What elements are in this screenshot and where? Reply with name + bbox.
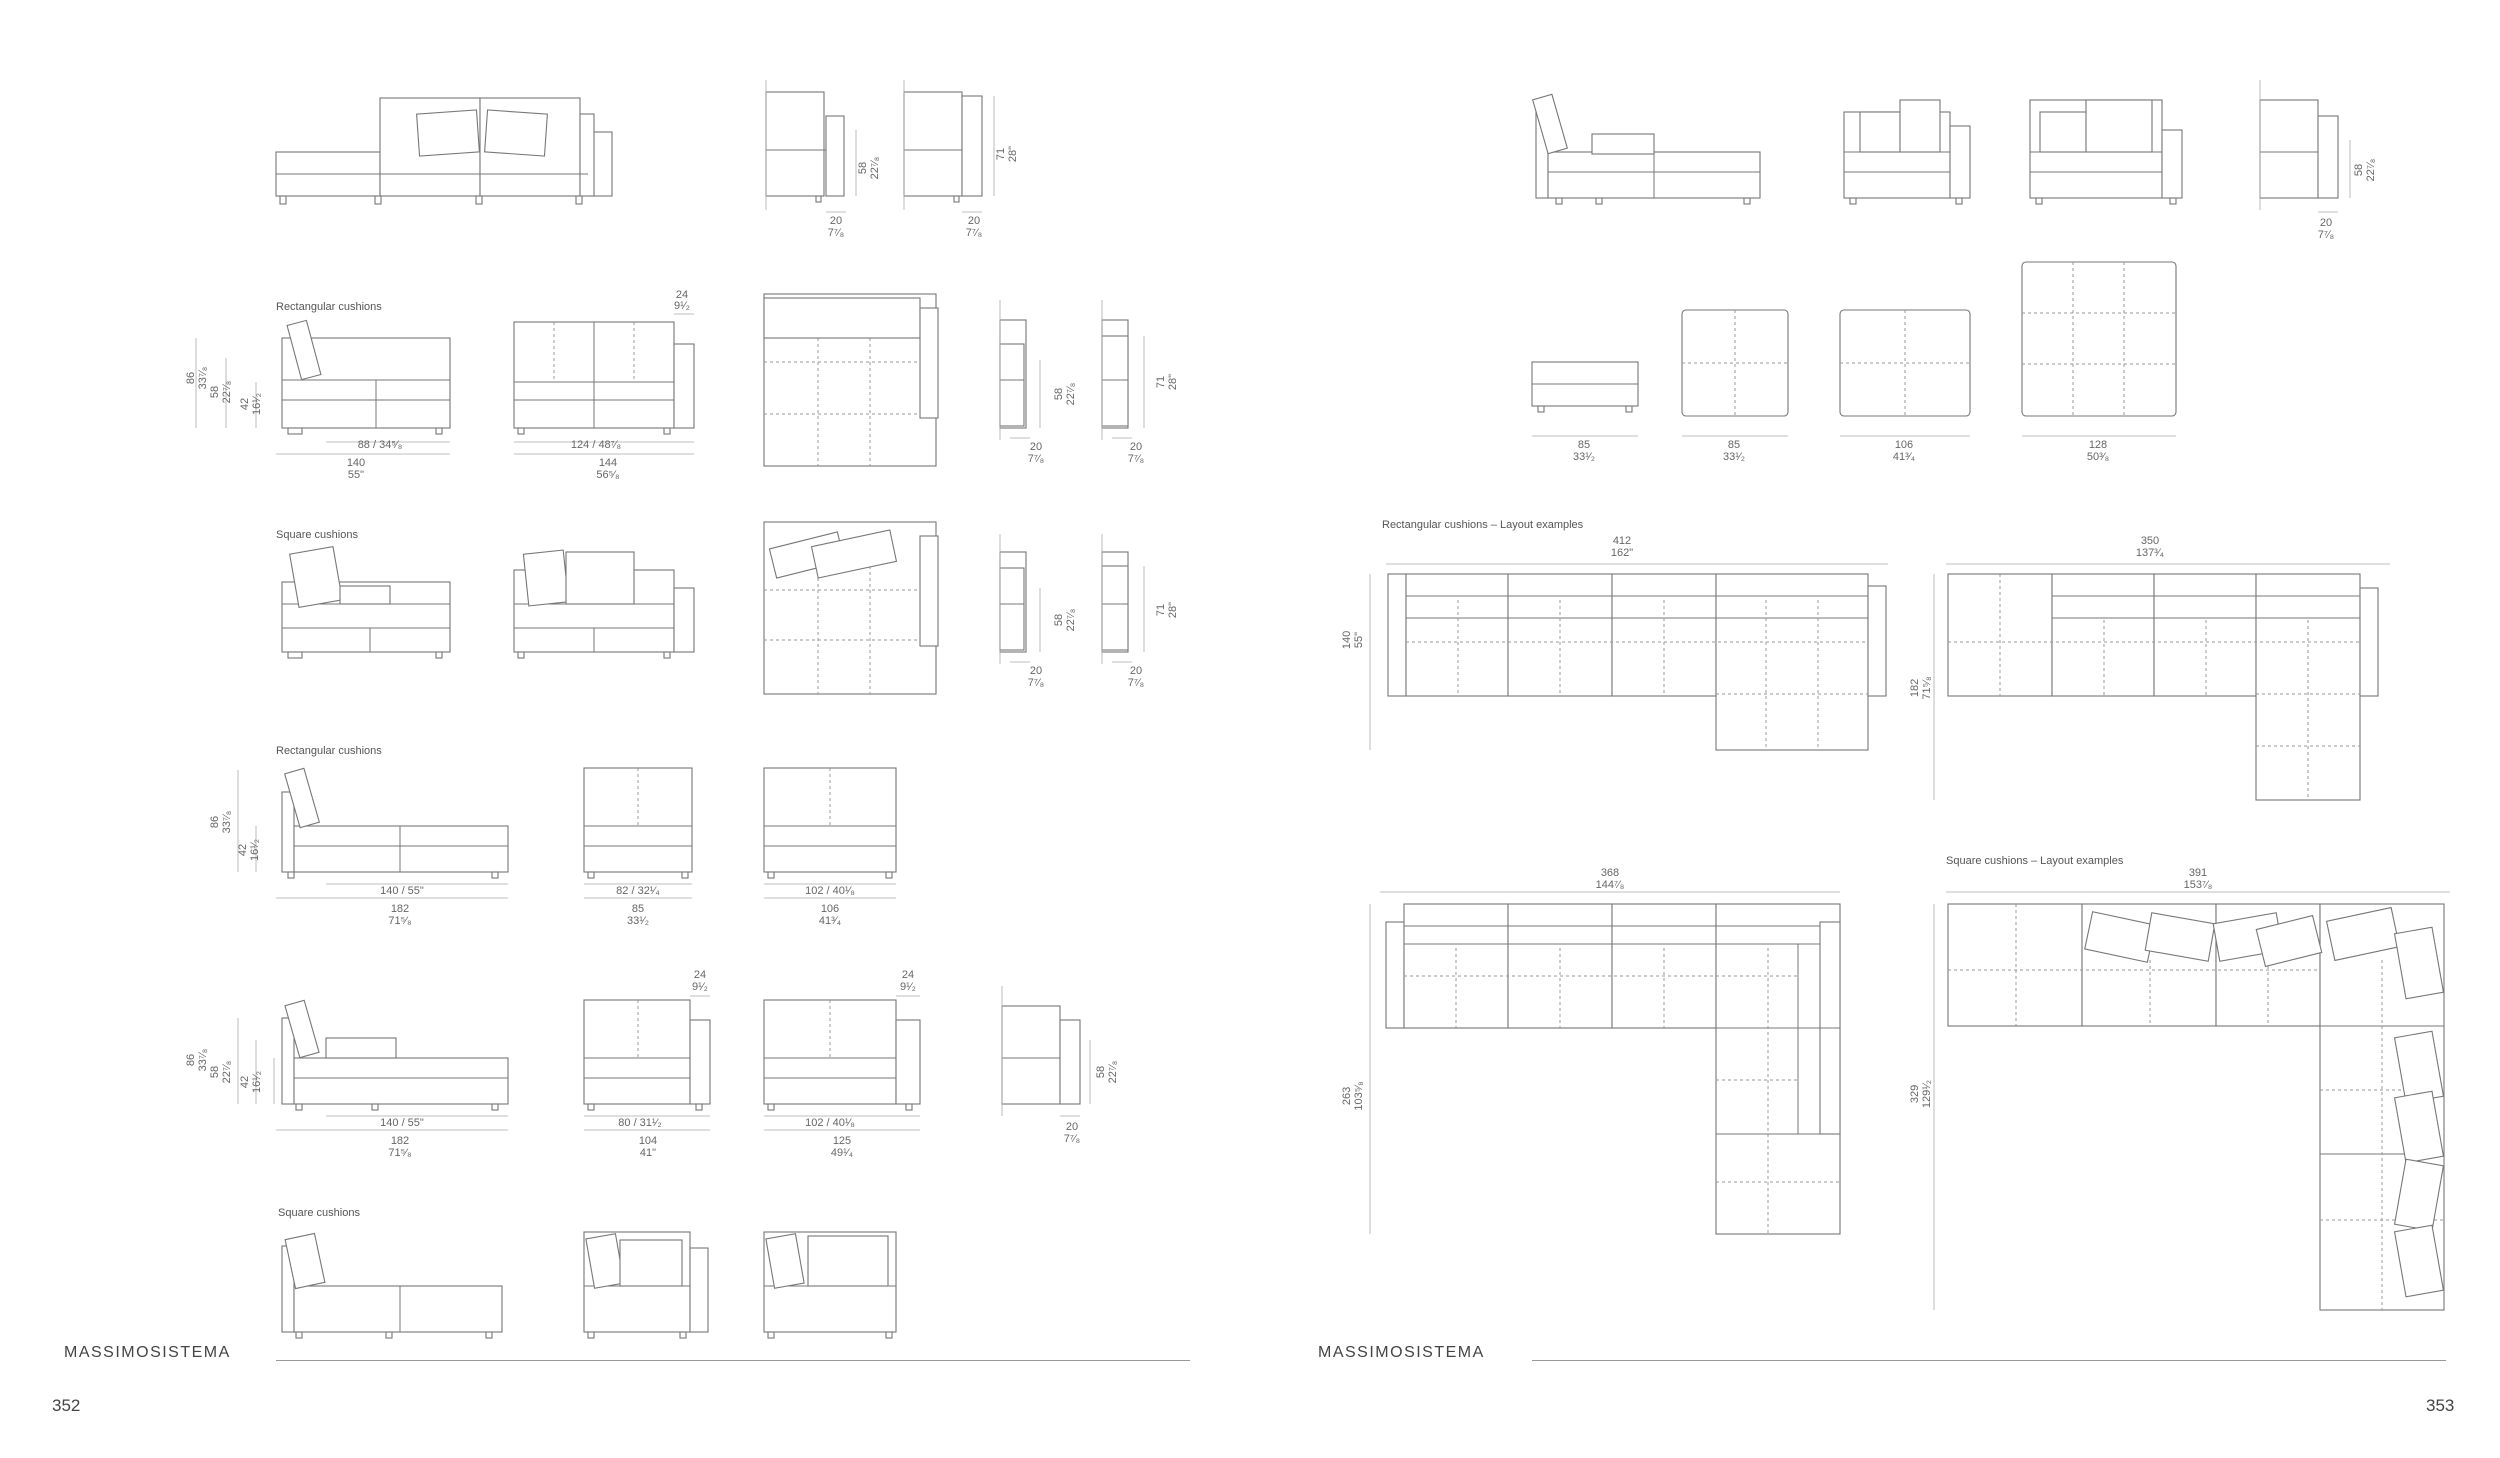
dim-label: 22⁷⁄₈ xyxy=(1065,608,1077,632)
ottoman-plan-85 xyxy=(1682,310,1788,436)
chaise-elevation-top xyxy=(1533,94,1760,204)
sofa-front-row1 xyxy=(514,314,694,454)
seat-plan-row1 xyxy=(764,294,938,466)
module-104-row4 xyxy=(584,996,710,1130)
section-label-rectangular-2: Rectangular cushions xyxy=(276,745,382,757)
dim-label: 20 xyxy=(829,215,843,227)
page-number-right: 353 xyxy=(2426,1396,2455,1415)
dim-label: 41³⁄₄ xyxy=(818,915,842,927)
dim-label: 58 xyxy=(209,385,221,399)
dim-label: 20 xyxy=(967,215,981,227)
dim-label: 42 xyxy=(237,843,249,857)
dim-label: 20 xyxy=(1065,1121,1079,1133)
dim-label: 55" xyxy=(347,469,365,481)
dim-label: 7⁷⁄₈ xyxy=(827,227,845,239)
dim-label: 182 xyxy=(390,1135,410,1147)
arm-side-view-row0-b xyxy=(904,80,994,212)
dim-label: 7⁷⁄₈ xyxy=(1027,453,1045,465)
dim-label: 50³⁄₈ xyxy=(2086,451,2110,463)
dim-label: 86 xyxy=(185,371,197,385)
corner-elevation-top-b xyxy=(2030,100,2182,204)
dim-label: 140 / 55" xyxy=(380,885,424,897)
dim-label: 56⁵⁄₈ xyxy=(596,469,620,481)
dim-label: 102 / 40¹⁄₈ xyxy=(805,1117,855,1129)
dim-label: 22⁷⁄₈ xyxy=(869,156,881,180)
dim-label: 71 xyxy=(995,147,1007,161)
page-number-left: 352 xyxy=(52,1396,81,1415)
dim-label: 71 xyxy=(1155,375,1167,389)
dim-label: 71⁵⁄₈ xyxy=(388,915,412,927)
dim-label: 33⁷⁄₈ xyxy=(197,366,209,390)
dim-label: 58 xyxy=(209,1065,221,1079)
footer-rule-left xyxy=(276,1360,1190,1361)
arm-side-row4 xyxy=(1002,986,1090,1116)
dim-label: 24 xyxy=(901,969,915,981)
dim-label: 33⁷⁄₈ xyxy=(221,810,233,834)
dim-label: 22⁷⁄₈ xyxy=(221,380,233,404)
dim-label: 182 xyxy=(1909,678,1921,698)
dim-label: 22⁷⁄₈ xyxy=(221,1060,233,1084)
arm-side-row1-a xyxy=(1000,300,1040,440)
dim-label: 125 xyxy=(832,1135,852,1147)
dim-label: 80 / 31¹⁄₂ xyxy=(618,1117,662,1129)
dim-label: 24 xyxy=(675,289,689,301)
layout-rect-412 xyxy=(1370,564,1888,750)
dim-label: 106 xyxy=(1894,439,1914,451)
section-label-square-layout: Square cushions – Layout examples xyxy=(1946,855,2124,867)
dim-label: 102 / 40¹⁄₈ xyxy=(805,885,855,897)
chaise-row3 xyxy=(238,768,508,898)
dim-label: 350 xyxy=(2140,535,2160,547)
dim-label: 129¹⁄₂ xyxy=(1921,1079,1933,1109)
dim-label: 144 xyxy=(598,457,618,469)
dim-label: 128 xyxy=(2088,439,2108,451)
dim-label: 263 xyxy=(1341,1086,1353,1106)
dim-label: 16¹⁄₂ xyxy=(251,392,263,416)
dim-label: 140 / 55" xyxy=(380,1117,424,1129)
dim-label: 7⁷⁄₈ xyxy=(1063,1133,1081,1145)
dim-label: 88 / 34⁵⁄₈ xyxy=(357,439,403,451)
dim-label: 412 xyxy=(1612,535,1632,547)
module-106-row3 xyxy=(764,768,896,898)
dim-label: 86 xyxy=(185,1053,197,1067)
dim-label: 7⁷⁄₈ xyxy=(1127,453,1145,465)
layout-square-391 xyxy=(1934,892,2450,1310)
brand-name-left: MASSIMOSISTEMA xyxy=(64,1344,231,1361)
dim-label: 85 xyxy=(631,903,645,915)
dim-label: 20 xyxy=(1129,665,1143,677)
dim-label: 33¹⁄₂ xyxy=(1572,451,1596,463)
arm-side-row1-b xyxy=(1102,300,1144,440)
module-125-row4 xyxy=(764,996,920,1130)
ottoman-plan-106 xyxy=(1840,310,1970,436)
dim-label: 33¹⁄₂ xyxy=(626,915,650,927)
corner-elevation-top-a xyxy=(1844,100,1970,204)
arm-side-row2-a xyxy=(1000,534,1040,664)
seat-plan-row2 xyxy=(764,522,938,694)
dim-label: 162" xyxy=(1610,547,1634,559)
dim-label: 153⁷⁄₈ xyxy=(2183,879,2213,891)
dim-label: 391 xyxy=(2188,867,2208,879)
ottoman-plan-128 xyxy=(2022,262,2176,436)
dim-label: 7⁷⁄₈ xyxy=(965,227,983,239)
dim-label: 20 xyxy=(1129,441,1143,453)
dim-label: 7⁷⁄₈ xyxy=(1127,677,1145,689)
dim-label: 103⁵⁄₈ xyxy=(1353,1081,1365,1111)
layout-rect-368 xyxy=(1370,892,1840,1234)
dim-label: 124 / 48⁷⁄₈ xyxy=(570,439,622,451)
arm-side-top xyxy=(2260,80,2350,212)
dim-label: 140 xyxy=(1341,630,1353,650)
chaise-side-row2 xyxy=(282,547,450,658)
dim-label: 86 xyxy=(209,815,221,829)
dim-label: 106 xyxy=(820,903,840,915)
sofa-front-view-row0 xyxy=(276,98,612,204)
layout-rect-350 xyxy=(1934,564,2390,800)
dim-label: 42 xyxy=(239,1075,251,1089)
dim-label: 22⁷⁄₈ xyxy=(1107,1060,1119,1084)
dim-label: 104 xyxy=(638,1135,658,1147)
dim-label: 58 xyxy=(1095,1065,1107,1079)
dim-label: 58 xyxy=(1053,387,1065,401)
dim-label: 182 xyxy=(390,903,410,915)
dim-label: 58 xyxy=(1053,613,1065,627)
dim-label: 16¹⁄₂ xyxy=(249,838,261,862)
dim-label: 85 xyxy=(1727,439,1741,451)
arm-side-view-row0-a xyxy=(766,80,856,212)
dim-label: 7⁷⁄₈ xyxy=(1027,677,1045,689)
dim-label: 85 xyxy=(1577,439,1591,451)
dim-label: 71⁵⁄₈ xyxy=(1921,676,1933,700)
sofa-front-row2 xyxy=(514,550,694,658)
section-label-square-1: Square cushions xyxy=(276,529,358,541)
dim-label: 7⁷⁄₈ xyxy=(2317,229,2335,241)
dim-label: 24 xyxy=(693,969,707,981)
dim-label: 20 xyxy=(1029,665,1043,677)
chaise-side-row1 xyxy=(196,320,450,454)
dim-label: 55" xyxy=(1353,631,1365,649)
dim-label: 140 xyxy=(346,457,366,469)
brand-name-right: MASSIMOSISTEMA xyxy=(1318,1344,1485,1361)
dim-label: 144⁷⁄₈ xyxy=(1595,879,1625,891)
dim-label: 33¹⁄₂ xyxy=(1722,451,1746,463)
module-row5-b xyxy=(764,1232,896,1338)
dim-label: 9¹⁄₂ xyxy=(692,981,708,993)
ottoman-elevation xyxy=(1532,362,1638,436)
dim-label: 41³⁄₄ xyxy=(1892,451,1916,463)
dim-label: 33⁷⁄₈ xyxy=(197,1048,209,1072)
section-label-rectangular-1: Rectangular cushions xyxy=(276,301,382,313)
section-label-square-2: Square cushions xyxy=(278,1207,360,1219)
dim-label: 41" xyxy=(639,1147,657,1159)
dim-label: 137³⁄₄ xyxy=(2135,547,2165,559)
dim-label: 28" xyxy=(1007,145,1019,163)
dim-label: 329 xyxy=(1909,1084,1921,1104)
dim-label: 20 xyxy=(1029,441,1043,453)
module-row5-a xyxy=(584,1232,708,1338)
dim-label: 49¹⁄₄ xyxy=(830,1147,854,1159)
dim-label: 368 xyxy=(1600,867,1620,879)
dim-label: 22⁷⁄₈ xyxy=(1065,382,1077,406)
chaise-row4 xyxy=(238,1000,508,1130)
section-label-rect-layout: Rectangular cushions – Layout examples xyxy=(1382,519,1584,531)
footer-rule-right xyxy=(1532,1360,2446,1361)
arm-side-row2-b xyxy=(1102,534,1144,664)
dim-label: 9¹⁄₂ xyxy=(674,300,690,312)
dim-label: 71⁵⁄₈ xyxy=(388,1147,412,1159)
dim-label: 71 xyxy=(1155,603,1167,617)
dim-label: 22⁷⁄₈ xyxy=(2365,158,2377,182)
left-page-drawings xyxy=(196,80,1144,1338)
dim-label: 82 / 32¹⁄₄ xyxy=(616,885,660,897)
dim-label: 28" xyxy=(1167,601,1179,619)
module-85-row3 xyxy=(584,768,692,898)
dim-label: 20 xyxy=(2319,217,2333,229)
chaise-row5 xyxy=(282,1233,502,1338)
dim-label: 42 xyxy=(239,397,251,411)
dim-label: 58 xyxy=(2353,163,2365,177)
dim-label: 16¹⁄₂ xyxy=(251,1070,263,1094)
dim-label: 28" xyxy=(1167,373,1179,391)
dim-label: 9¹⁄₂ xyxy=(900,981,916,993)
dim-label: 58 xyxy=(857,161,869,175)
